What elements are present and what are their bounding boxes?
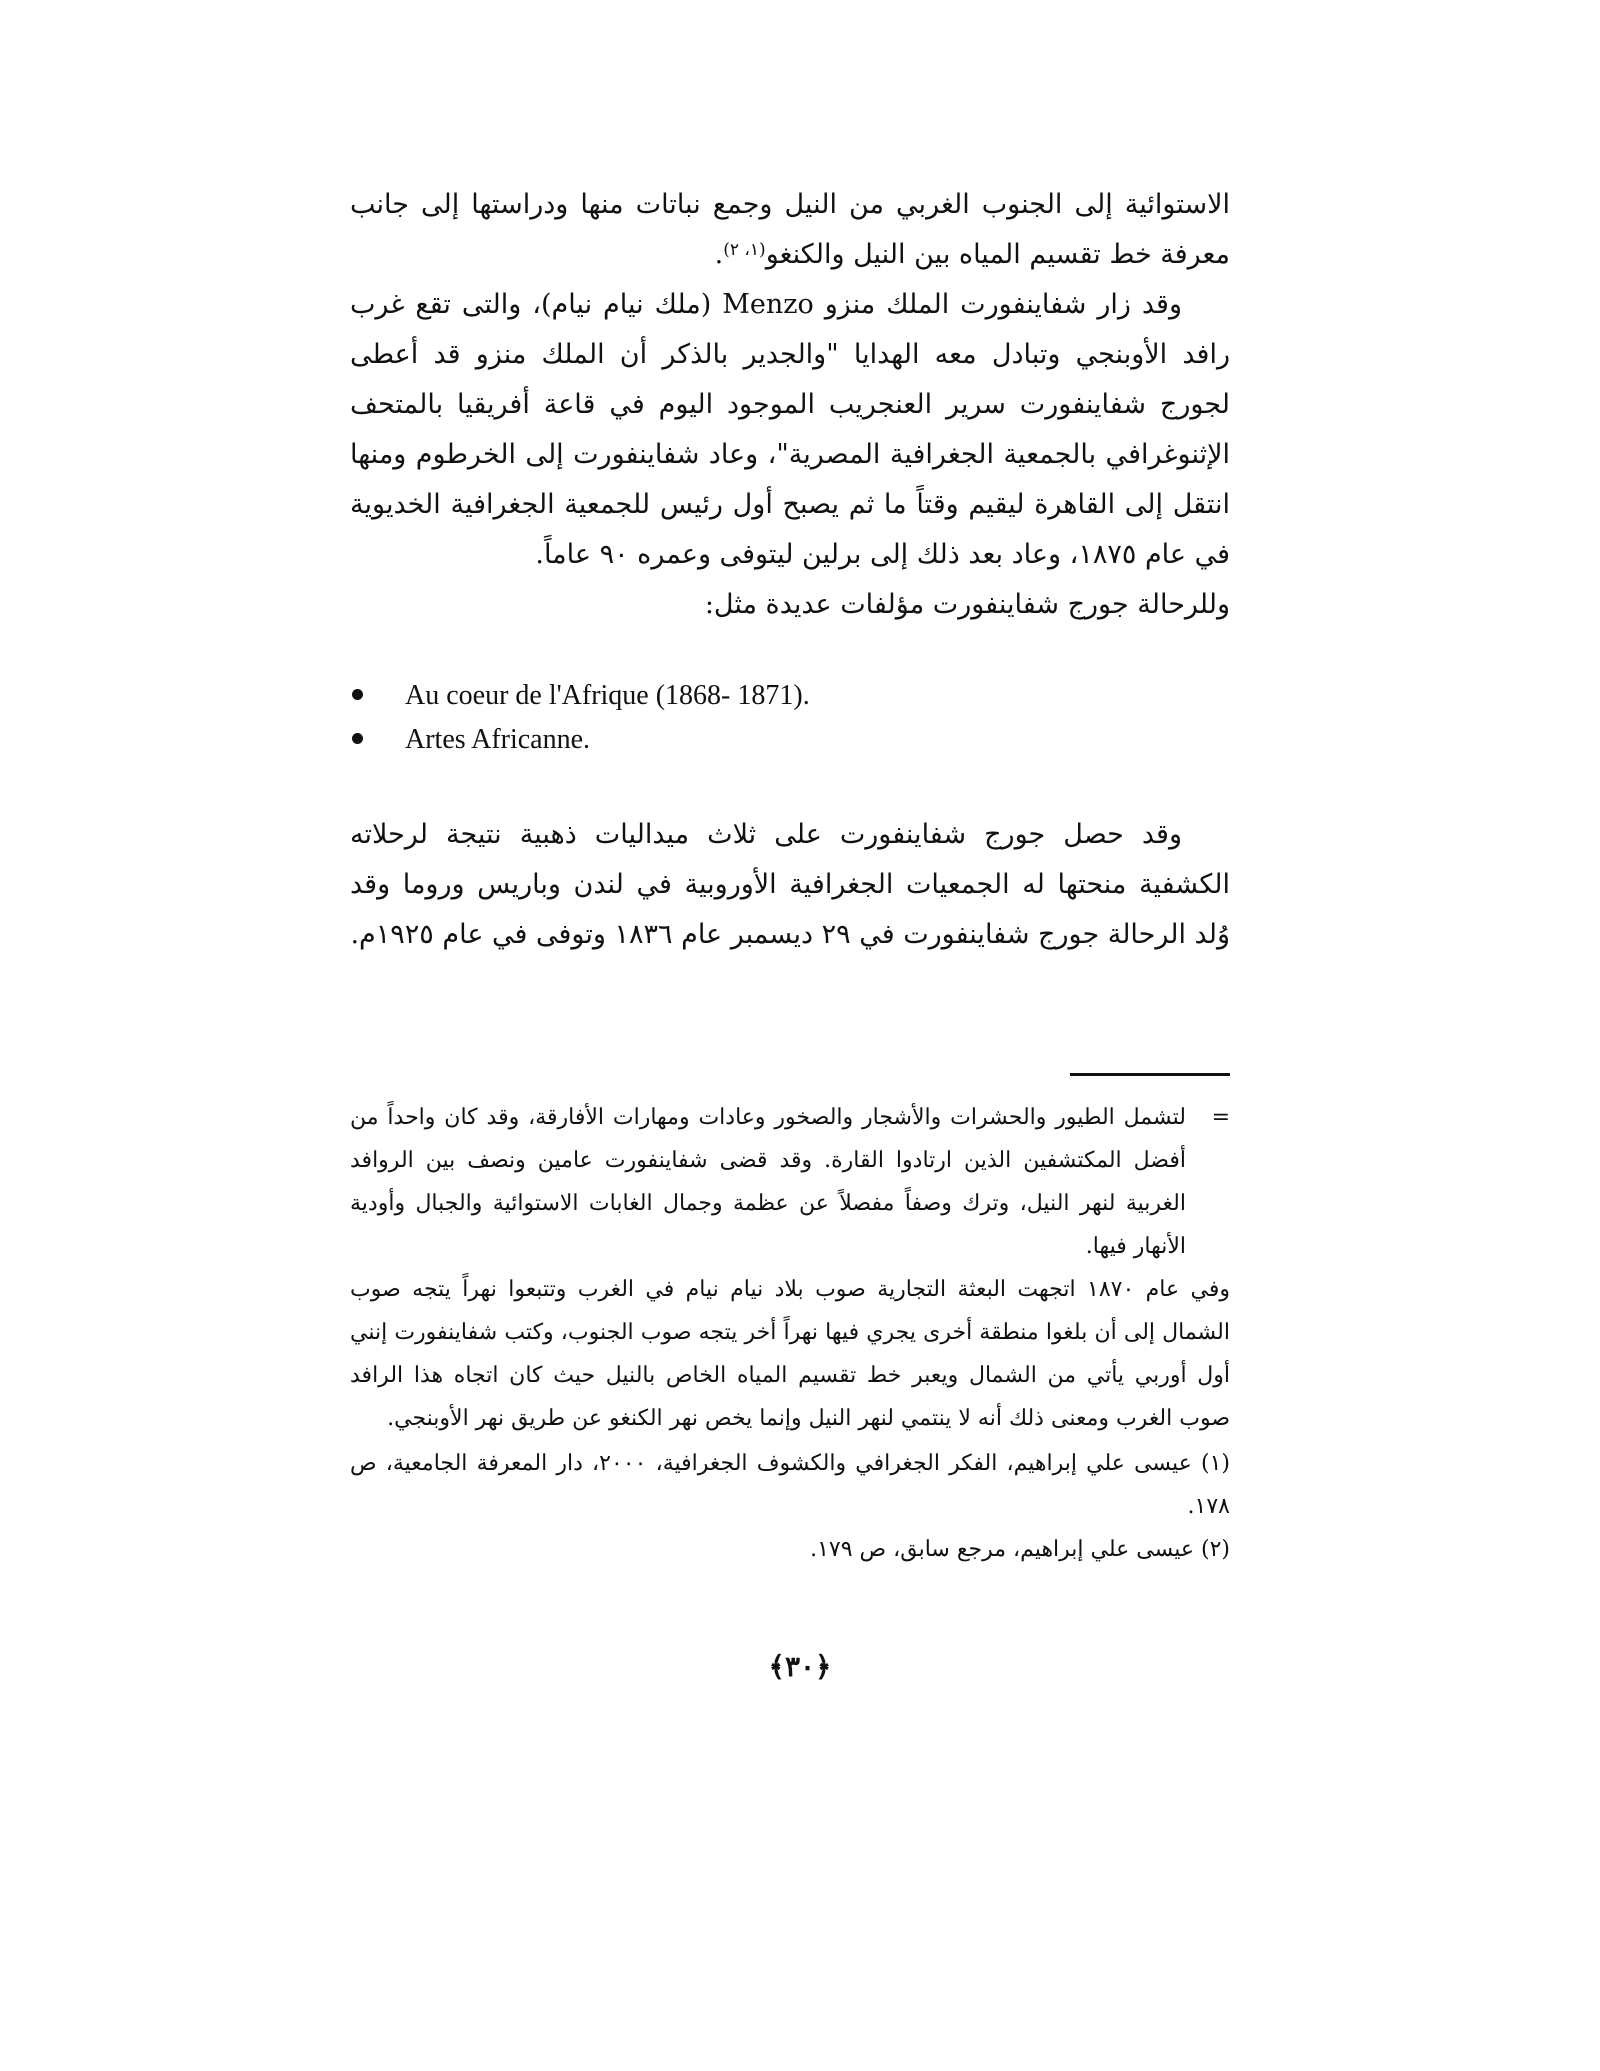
footnote-continuation: = لتشمل الطيور والحشرات والأشجار والصخور وعادات ومهارات الأفارقة، وقد كان واحداً من أفضل المكتشفين الذين ارتادوا القارة. وقد قضى شفاينفورت عامين ونصف بين الروافد الغربية لنهر النيل، وترك وصفاً مفصلاً عن عظمة وجمال الغابات الاستوائية والجبال وأودية الأنهار فيها. (350, 1096, 1230, 1268)
bullet-icon (352, 733, 363, 744)
page-number: ﴿٣٠﴾ (768, 1650, 832, 1683)
medals-section (350, 810, 1230, 960)
footnote-separator (1070, 1073, 1230, 1076)
footnote-reference: (١، ٢) (723, 240, 766, 260)
list-item: Au coeur de l'Afrique (1868- 1871). (350, 674, 1230, 718)
list-item: Artes Africanne. (350, 718, 1230, 762)
footnote-ref-2: (٢) عيسى علي إبراهيم، مرجع سابق، ص ١٧٩. (810, 1537, 1230, 1562)
bullet-icon (352, 689, 363, 700)
paragraph-watershed: الاستوائية إلى الجنوب الغربي من النيل وجمع نباتات منها ودراستها إلى جانب معرفة خط تقسيم المياه بين النيل والكنغو$^{(١، ٢)}$. (350, 189, 1230, 270)
paragraph-medals: وقد حصل جورج شفاينفورت على ثلاث ميداليات ذهبية نتيجة لرحلاته الكشفية منحتها له الجمعيات الجغرافية الأوروبية في لندن وباريس وروما وقد وُلد الرحالة جورج شفاينفورت في ٢٩ ديسمبر عام ١٨٣٦ وتوفى في عام ١٩٢٥م. (350, 819, 1230, 950)
footnote-ref-1: (١) عيسى علي إبراهيم، الفكر الجغرافي والكشوف الجغرافية، ٢٠٠٠، دار المعرفة الجامعية، ص ١٧٨. (350, 1451, 1230, 1519)
works-list (350, 674, 1230, 762)
footnotes (350, 1096, 1230, 1571)
paragraph-king-menzo: وقد زار شفاينفورت الملك منزو Menzo (ملك نيام نيام)، والتى تقع غرب رافد الأوبنجي وتبادل معه الهدايا "والجدير بالذكر أن الملك منزو قد أعطى لجورج شفاينفورت سرير العنجريب الموجود اليوم في قاعة أفريقيا بالمتحف الإثنوغرافي بالجمعية الجغرافية المصرية"، وعاد شفاينفورت إلى الخرطوم ومنها انتقل إلى القاهرة ليقيم وقتاً ما ثم يصبح أول رئيس للجمعية الجغرافية الخديوية في عام ١٨٧٥، وعاد بعد ذلك إلى برلين ليتوفى وعمره ٩٠ عاماً. (350, 289, 1230, 570)
footnote-expedition: وفي عام ١٨٧٠ اتجهت البعثة التجارية صوب بلاد نيام نيام في الغرب وتتبعوا نهراً يتجه صوب الشمال إلى أن بلغوا منطقة أخرى يجري فيها نهراً أخر يتجه صوب الجنوب، وكتب شفاينفورت إنني أول أوربي يأتي من الشمال ويعبر خط تقسيم المياه الخاص بالنيل حيث كان اتجاه هذا الرافد صوب الغرب ومعنى ذلك أنه لا ينتمي لنهر النيل وإنما يخص نهر الكنغو عن طريق نهر الأوبنجي. (350, 1277, 1230, 1431)
main-body-text (350, 180, 1230, 630)
continuation-mark: = (1211, 1105, 1230, 1130)
paragraph-works-intro: وللرحالة جورج شفاينفورت مؤلفات عديدة مثل: (704, 589, 1230, 620)
